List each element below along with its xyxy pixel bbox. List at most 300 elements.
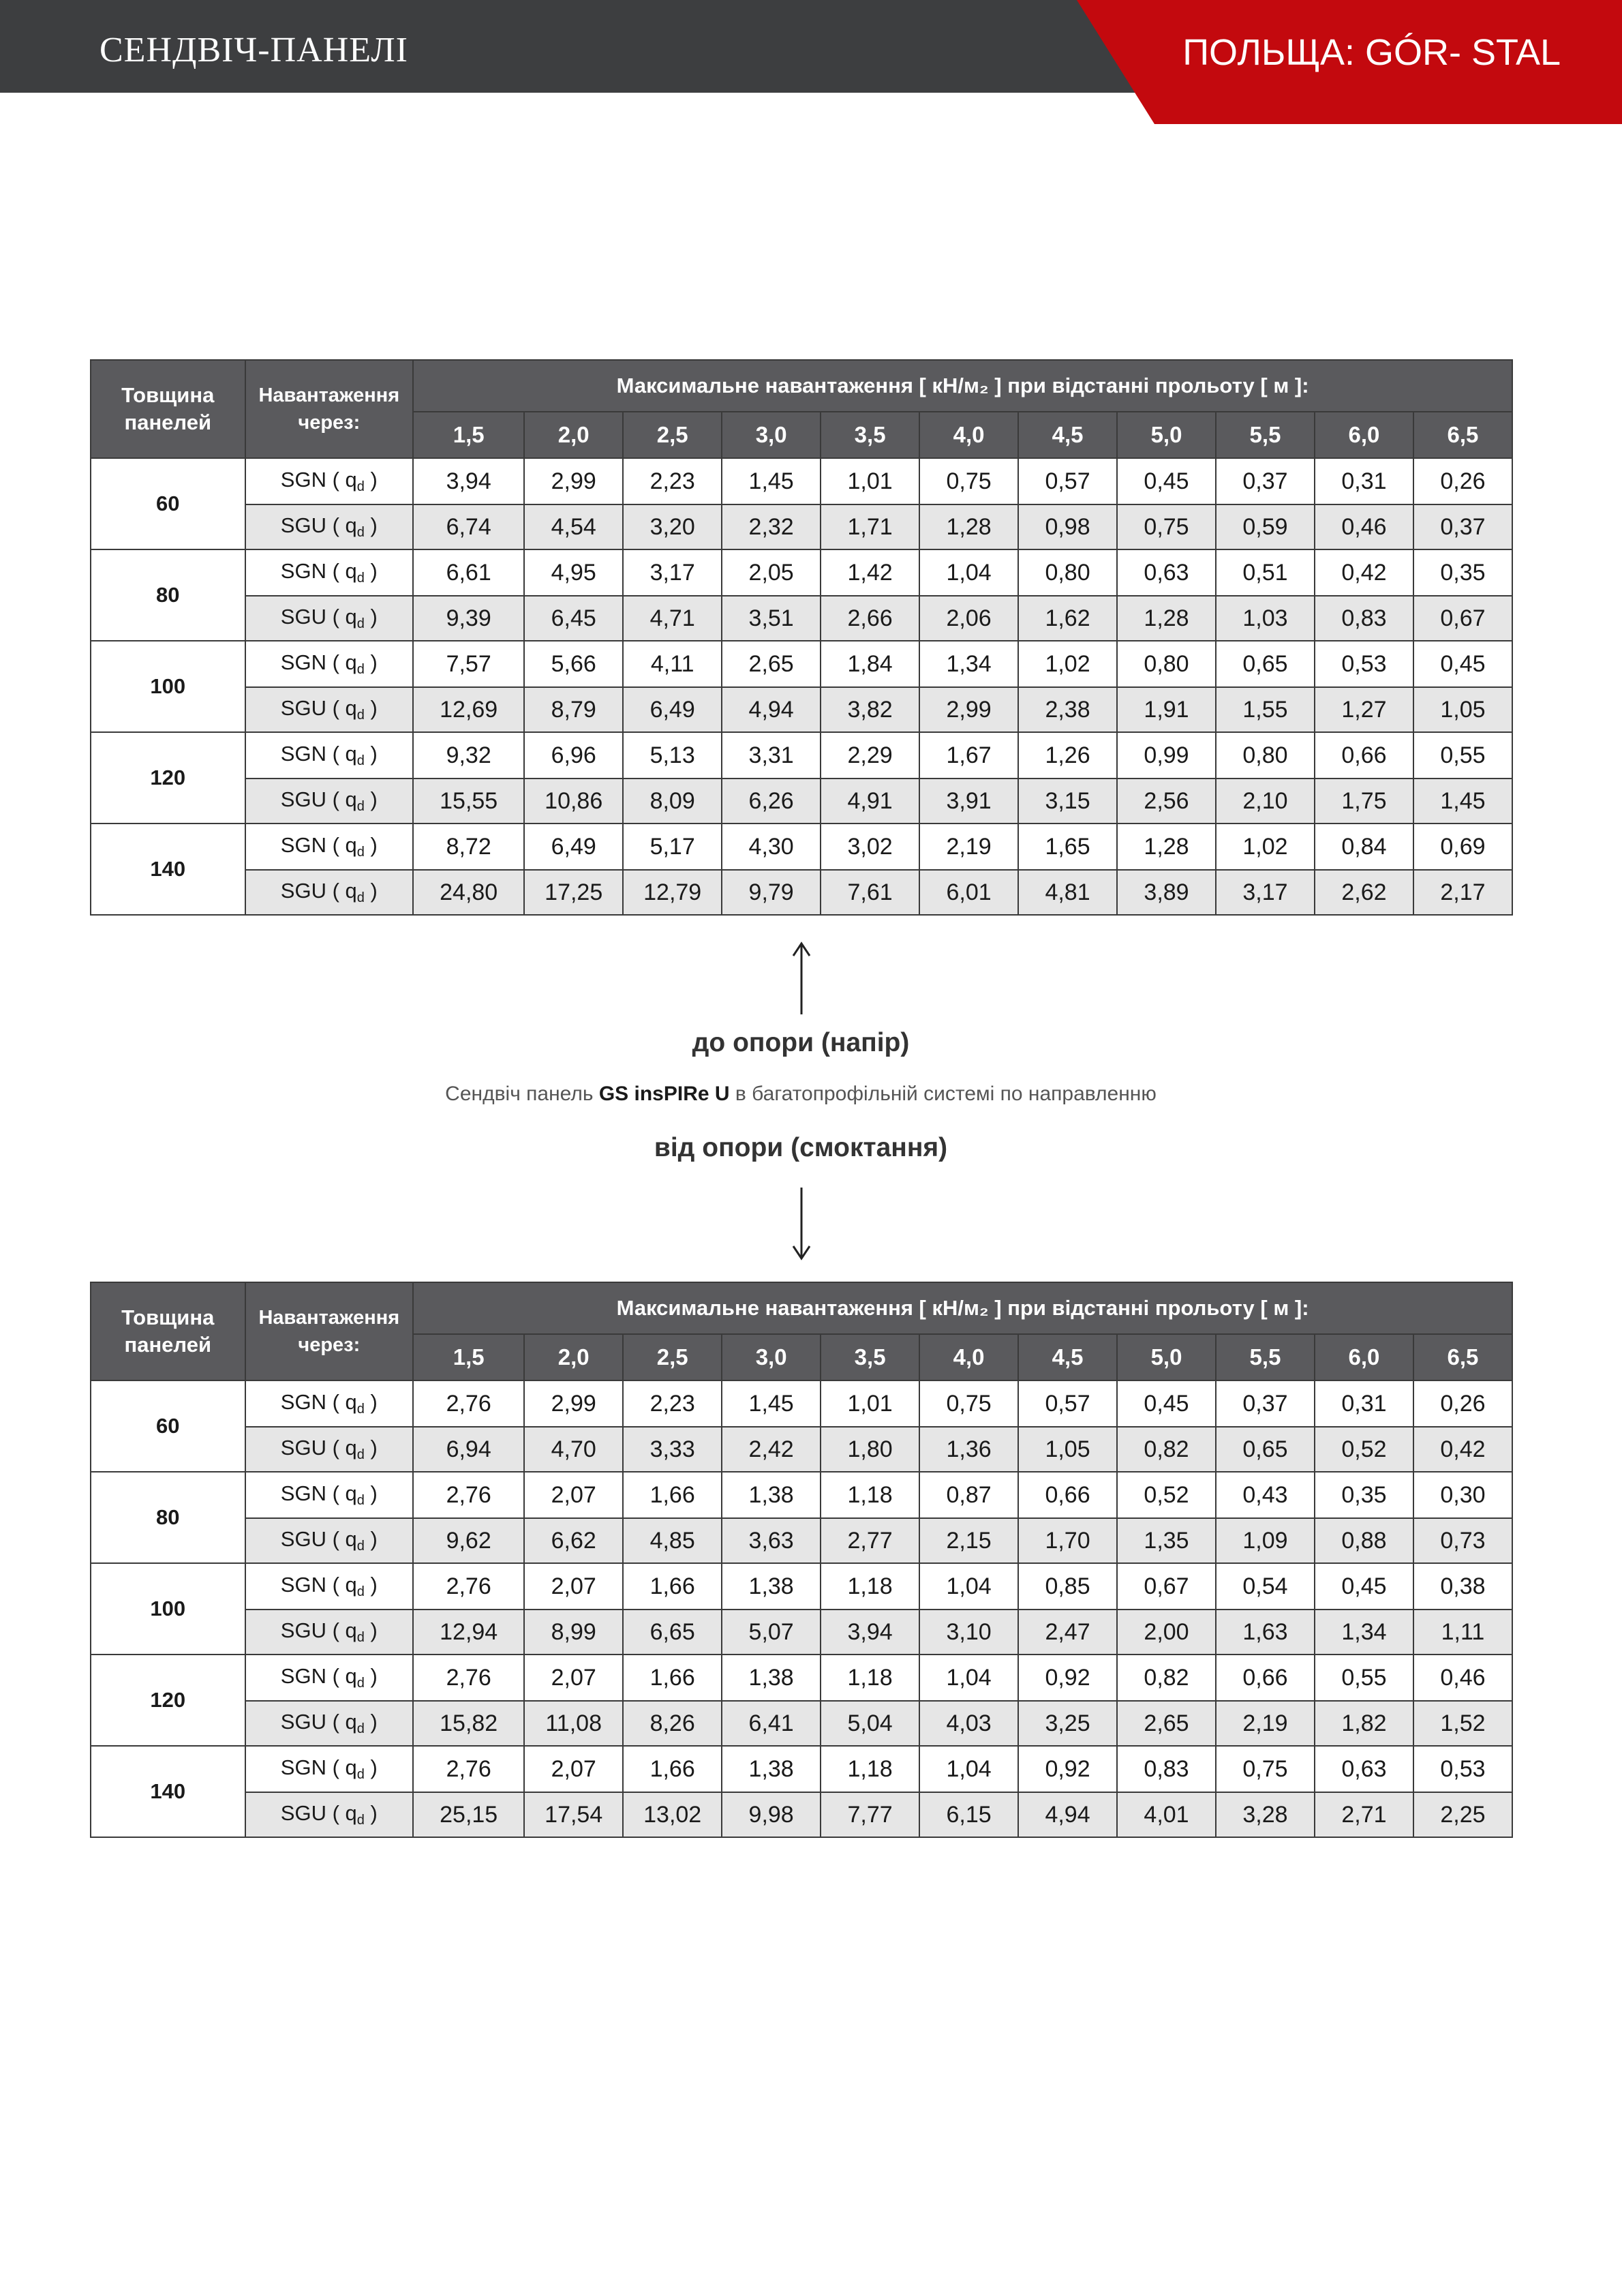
load-type-cell: SGU ( $q_d$ ) bbox=[245, 1518, 414, 1563]
span-header: 5,0 bbox=[1117, 412, 1216, 458]
load-type-cell: SGU ( $q_d$ ) bbox=[245, 1427, 414, 1472]
span-header: 6,0 bbox=[1315, 412, 1413, 458]
load-value-cell: 1,27 bbox=[1315, 687, 1413, 732]
load-value-cell: 0,66 bbox=[1216, 1655, 1315, 1701]
caption-suction: від опори (смоктання) bbox=[654, 1133, 948, 1162]
header-title: СЕНДВІЧ-ПАНЕЛІ bbox=[100, 31, 408, 70]
load-value-cell: 1,84 bbox=[821, 641, 919, 687]
load-value-cell: 0,75 bbox=[1216, 1746, 1315, 1792]
load-value-cell: 9,39 bbox=[413, 596, 524, 641]
load-value-cell: 1,34 bbox=[1315, 1610, 1413, 1655]
load-value-cell: 2,76 bbox=[413, 1655, 524, 1701]
load-type-cell: SGN ( $q_d$ ) bbox=[245, 1380, 414, 1427]
load-value-cell: 1,66 bbox=[623, 1472, 722, 1518]
load-value-cell: 6,49 bbox=[623, 687, 722, 732]
load-value-cell: 4,71 bbox=[623, 596, 722, 641]
load-value-cell: 2,19 bbox=[1216, 1701, 1315, 1746]
load-type-cell: SGN ( $q_d$ ) bbox=[245, 458, 414, 504]
span-header: 1,5 bbox=[413, 412, 524, 458]
load-value-cell: 8,99 bbox=[524, 1610, 623, 1655]
load-type-cell: SGU ( $q_d$ ) bbox=[245, 779, 414, 824]
load-value-cell: 0,87 bbox=[919, 1472, 1018, 1518]
span-header: 1,5 bbox=[413, 1334, 524, 1380]
load-value-cell: 1,18 bbox=[821, 1472, 919, 1518]
header-max-load: Максимальне навантаження [ кН/м₂ ] при відстанні прольоту [ м ]: bbox=[413, 360, 1512, 412]
load-value-cell: 8,09 bbox=[623, 779, 722, 824]
load-value-cell: 2,10 bbox=[1216, 779, 1315, 824]
load-value-cell: 10,86 bbox=[524, 779, 623, 824]
load-value-cell: 0,98 bbox=[1018, 504, 1117, 549]
load-value-cell: 1,36 bbox=[919, 1427, 1018, 1472]
load-value-cell: 11,08 bbox=[524, 1701, 623, 1746]
load-type-cell: SGN ( $q_d$ ) bbox=[245, 1563, 414, 1610]
load-value-cell: 4,95 bbox=[524, 549, 623, 596]
load-value-cell: 0,35 bbox=[1413, 549, 1512, 596]
load-value-cell: 5,13 bbox=[623, 732, 722, 779]
thickness-cell: 140 bbox=[91, 824, 245, 915]
header-brand: ПОЛЬЩА: GÓR- STAL bbox=[1182, 32, 1561, 73]
load-type-cell: SGU ( $q_d$ ) bbox=[245, 1701, 414, 1746]
load-value-cell: 0,45 bbox=[1315, 1563, 1413, 1610]
load-value-cell: 4,94 bbox=[722, 687, 821, 732]
load-type-cell: SGU ( $q_d$ ) bbox=[245, 504, 414, 549]
load-value-cell: 3,94 bbox=[821, 1610, 919, 1655]
table-row bbox=[91, 504, 1512, 549]
load-value-cell: 3,15 bbox=[1018, 779, 1117, 824]
load-value-cell: 0,82 bbox=[1117, 1427, 1216, 1472]
load-value-cell: 1,04 bbox=[919, 1655, 1018, 1701]
load-value-cell: 0,37 bbox=[1413, 504, 1512, 549]
load-value-cell: 13,02 bbox=[623, 1792, 722, 1837]
span-header: 5,5 bbox=[1216, 412, 1315, 458]
load-value-cell: 5,07 bbox=[722, 1610, 821, 1655]
load-value-cell: 6,65 bbox=[623, 1610, 722, 1655]
table-row bbox=[91, 1427, 1512, 1472]
load-value-cell: 3,20 bbox=[623, 504, 722, 549]
thickness-cell: 100 bbox=[91, 641, 245, 732]
load-value-cell: 0,73 bbox=[1413, 1518, 1512, 1563]
load-table-suction bbox=[90, 1282, 1513, 1838]
load-value-cell: 0,45 bbox=[1117, 1380, 1216, 1427]
page-header bbox=[0, 0, 1622, 124]
load-value-cell: 6,61 bbox=[413, 549, 524, 596]
load-type-cell: SGN ( $q_d$ ) bbox=[245, 1655, 414, 1701]
load-value-cell: 8,79 bbox=[524, 687, 623, 732]
table-row bbox=[91, 779, 1512, 824]
load-value-cell: 2,99 bbox=[524, 458, 623, 504]
arrow-up-icon bbox=[781, 941, 822, 1016]
load-value-cell: 0,80 bbox=[1216, 732, 1315, 779]
span-header: 3,5 bbox=[821, 412, 919, 458]
load-value-cell: 1,28 bbox=[1117, 596, 1216, 641]
load-value-cell: 1,38 bbox=[722, 1655, 821, 1701]
load-value-cell: 0,46 bbox=[1413, 1655, 1512, 1701]
table-row bbox=[91, 1746, 1512, 1792]
load-value-cell: 0,92 bbox=[1018, 1655, 1117, 1701]
load-value-cell: 1,35 bbox=[1117, 1518, 1216, 1563]
load-value-cell: 0,54 bbox=[1216, 1563, 1315, 1610]
load-value-cell: 2,07 bbox=[524, 1563, 623, 1610]
load-value-cell: 0,46 bbox=[1315, 504, 1413, 549]
load-value-cell: 0,85 bbox=[1018, 1563, 1117, 1610]
load-value-cell: 2,65 bbox=[1117, 1701, 1216, 1746]
span-header: 2,5 bbox=[623, 412, 722, 458]
header-max-load: Максимальне навантаження [ кН/м₂ ] при відстанні прольоту [ м ]: bbox=[413, 1282, 1512, 1334]
load-value-cell: 0,38 bbox=[1413, 1563, 1512, 1610]
load-value-cell: 8,26 bbox=[623, 1701, 722, 1746]
load-value-cell: 1,75 bbox=[1315, 779, 1413, 824]
load-value-cell: 3,91 bbox=[919, 779, 1018, 824]
load-type-cell: SGN ( $q_d$ ) bbox=[245, 549, 414, 596]
load-table-pressure bbox=[90, 359, 1513, 916]
product-name: GS insPIRe U bbox=[598, 1083, 730, 1105]
thickness-cell: 100 bbox=[91, 1563, 245, 1655]
load-value-cell: 2,99 bbox=[919, 687, 1018, 732]
load-value-cell: 1,82 bbox=[1315, 1701, 1413, 1746]
span-header: 6,5 bbox=[1413, 1334, 1512, 1380]
table-row bbox=[91, 1518, 1512, 1563]
load-value-cell: 2,62 bbox=[1315, 870, 1413, 915]
table-row bbox=[91, 1701, 1512, 1746]
load-type-cell: SGN ( $q_d$ ) bbox=[245, 1472, 414, 1518]
load-value-cell: 3,25 bbox=[1018, 1701, 1117, 1746]
load-value-cell: 6,45 bbox=[524, 596, 623, 641]
load-value-cell: 1,18 bbox=[821, 1563, 919, 1610]
load-value-cell: 0,37 bbox=[1216, 458, 1315, 504]
load-value-cell: 2,15 bbox=[919, 1518, 1018, 1563]
load-value-cell: 1,04 bbox=[919, 1563, 1018, 1610]
span-header: 3,0 bbox=[722, 1334, 821, 1380]
table-row bbox=[91, 870, 1512, 915]
table-row bbox=[91, 1563, 1512, 1610]
load-value-cell: 0,75 bbox=[919, 458, 1018, 504]
span-header: 4,0 bbox=[919, 412, 1018, 458]
load-value-cell: 0,57 bbox=[1018, 1380, 1117, 1427]
table-row bbox=[91, 1472, 1512, 1518]
load-value-cell: 0,42 bbox=[1413, 1427, 1512, 1472]
load-type-cell: SGN ( $q_d$ ) bbox=[245, 1746, 414, 1792]
load-value-cell: 6,62 bbox=[524, 1518, 623, 1563]
load-value-cell: 0,42 bbox=[1315, 549, 1413, 596]
span-header: 2,5 bbox=[623, 1334, 722, 1380]
load-value-cell: 0,43 bbox=[1216, 1472, 1315, 1518]
load-value-cell: 1,38 bbox=[722, 1472, 821, 1518]
load-value-cell: 2,76 bbox=[413, 1380, 524, 1427]
span-header: 5,5 bbox=[1216, 1334, 1315, 1380]
load-value-cell: 1,38 bbox=[722, 1746, 821, 1792]
load-value-cell: 12,69 bbox=[413, 687, 524, 732]
load-type-cell: SGU ( $q_d$ ) bbox=[245, 596, 414, 641]
load-value-cell: 0,67 bbox=[1117, 1563, 1216, 1610]
load-value-cell: 3,51 bbox=[722, 596, 821, 641]
thickness-cell: 60 bbox=[91, 1380, 245, 1472]
load-value-cell: 4,30 bbox=[722, 824, 821, 870]
load-value-cell: 0,55 bbox=[1315, 1655, 1413, 1701]
load-value-cell: 6,74 bbox=[413, 504, 524, 549]
thickness-cell: 60 bbox=[91, 458, 245, 549]
load-value-cell: 8,72 bbox=[413, 824, 524, 870]
load-value-cell: 2,23 bbox=[623, 458, 722, 504]
load-value-cell: 17,54 bbox=[524, 1792, 623, 1837]
load-value-cell: 1,66 bbox=[623, 1746, 722, 1792]
load-value-cell: 9,32 bbox=[413, 732, 524, 779]
load-value-cell: 0,26 bbox=[1413, 1380, 1512, 1427]
load-value-cell: 2,76 bbox=[413, 1563, 524, 1610]
load-value-cell: 9,62 bbox=[413, 1518, 524, 1563]
load-value-cell: 0,80 bbox=[1117, 641, 1216, 687]
load-value-cell: 2,76 bbox=[413, 1746, 524, 1792]
load-value-cell: 2,47 bbox=[1018, 1610, 1117, 1655]
span-header: 2,0 bbox=[524, 1334, 623, 1380]
load-value-cell: 1,05 bbox=[1018, 1427, 1117, 1472]
table-row bbox=[91, 1380, 1512, 1427]
load-value-cell: 0,52 bbox=[1315, 1427, 1413, 1472]
table-row bbox=[91, 1610, 1512, 1655]
load-value-cell: 6,01 bbox=[919, 870, 1018, 915]
load-value-cell: 0,45 bbox=[1117, 458, 1216, 504]
load-value-cell: 1,02 bbox=[1216, 824, 1315, 870]
load-value-cell: 7,77 bbox=[821, 1792, 919, 1837]
load-value-cell: 9,79 bbox=[722, 870, 821, 915]
load-value-cell: 1,45 bbox=[722, 458, 821, 504]
load-value-cell: 2,07 bbox=[524, 1472, 623, 1518]
table-row bbox=[91, 458, 1512, 504]
load-value-cell: 1,63 bbox=[1216, 1610, 1315, 1655]
load-value-cell: 1,28 bbox=[1117, 824, 1216, 870]
load-value-cell: 2,71 bbox=[1315, 1792, 1413, 1837]
load-value-cell: 4,11 bbox=[623, 641, 722, 687]
load-value-cell: 0,53 bbox=[1315, 641, 1413, 687]
thickness-cell: 80 bbox=[91, 1472, 245, 1563]
load-value-cell: 1,38 bbox=[722, 1563, 821, 1610]
load-value-cell: 4,85 bbox=[623, 1518, 722, 1563]
load-value-cell: 3,31 bbox=[722, 732, 821, 779]
load-value-cell: 3,63 bbox=[722, 1518, 821, 1563]
span-header: 3,5 bbox=[821, 1334, 919, 1380]
load-value-cell: 0,88 bbox=[1315, 1518, 1413, 1563]
load-value-cell: 3,17 bbox=[1216, 870, 1315, 915]
load-value-cell: 0,53 bbox=[1413, 1746, 1512, 1792]
header-load-via: Навантаження через: bbox=[245, 360, 414, 458]
load-value-cell: 0,80 bbox=[1018, 549, 1117, 596]
header-load-via: Навантаження через: bbox=[245, 1282, 414, 1380]
caption-pressure: до опори (напір) bbox=[692, 1028, 910, 1057]
load-value-cell: 1,67 bbox=[919, 732, 1018, 779]
thickness-cell: 140 bbox=[91, 1746, 245, 1837]
span-header: 3,0 bbox=[722, 412, 821, 458]
load-value-cell: 1,42 bbox=[821, 549, 919, 596]
load-value-cell: 0,66 bbox=[1018, 1472, 1117, 1518]
load-value-cell: 0,31 bbox=[1315, 458, 1413, 504]
load-value-cell: 4,70 bbox=[524, 1427, 623, 1472]
span-header: 6,0 bbox=[1315, 1334, 1413, 1380]
load-value-cell: 3,02 bbox=[821, 824, 919, 870]
load-value-cell: 1,52 bbox=[1413, 1701, 1512, 1746]
load-value-cell: 0,55 bbox=[1413, 732, 1512, 779]
load-value-cell: 3,28 bbox=[1216, 1792, 1315, 1837]
load-value-cell: 1,02 bbox=[1018, 641, 1117, 687]
load-value-cell: 0,99 bbox=[1117, 732, 1216, 779]
load-value-cell: 5,04 bbox=[821, 1701, 919, 1746]
load-value-cell: 3,10 bbox=[919, 1610, 1018, 1655]
load-value-cell: 4,94 bbox=[1018, 1792, 1117, 1837]
load-value-cell: 0,67 bbox=[1413, 596, 1512, 641]
load-value-cell: 1,65 bbox=[1018, 824, 1117, 870]
load-value-cell: 1,28 bbox=[919, 504, 1018, 549]
header-thickness: Товщина панелей bbox=[91, 1282, 245, 1380]
span-header: 6,5 bbox=[1413, 412, 1512, 458]
load-value-cell: 2,29 bbox=[821, 732, 919, 779]
load-value-cell: 1,91 bbox=[1117, 687, 1216, 732]
table-row bbox=[91, 1655, 1512, 1701]
load-value-cell: 1,66 bbox=[623, 1563, 722, 1610]
load-value-cell: 6,94 bbox=[413, 1427, 524, 1472]
load-value-cell: 2,99 bbox=[524, 1380, 623, 1427]
load-value-cell: 15,55 bbox=[413, 779, 524, 824]
load-value-cell: 6,26 bbox=[722, 779, 821, 824]
load-value-cell: 0,83 bbox=[1315, 596, 1413, 641]
load-value-cell: 2,77 bbox=[821, 1518, 919, 1563]
thickness-cell: 120 bbox=[91, 1655, 245, 1746]
load-value-cell: 0,84 bbox=[1315, 824, 1413, 870]
load-value-cell: 1,55 bbox=[1216, 687, 1315, 732]
load-value-cell: 0,31 bbox=[1315, 1380, 1413, 1427]
load-value-cell: 25,15 bbox=[413, 1792, 524, 1837]
load-value-cell: 1,45 bbox=[722, 1380, 821, 1427]
load-type-cell: SGN ( $q_d$ ) bbox=[245, 641, 414, 687]
table-row bbox=[91, 687, 1512, 732]
table-row bbox=[91, 732, 1512, 779]
load-value-cell: 1,04 bbox=[919, 549, 1018, 596]
load-value-cell: 6,49 bbox=[524, 824, 623, 870]
load-value-cell: 17,25 bbox=[524, 870, 623, 915]
load-value-cell: 6,41 bbox=[722, 1701, 821, 1746]
load-value-cell: 2,07 bbox=[524, 1746, 623, 1792]
load-value-cell: 3,82 bbox=[821, 687, 919, 732]
load-value-cell: 5,17 bbox=[623, 824, 722, 870]
table-row bbox=[91, 641, 1512, 687]
load-value-cell: 7,57 bbox=[413, 641, 524, 687]
load-value-cell: 4,01 bbox=[1117, 1792, 1216, 1837]
load-type-cell: SGN ( $q_d$ ) bbox=[245, 824, 414, 870]
load-value-cell: 2,25 bbox=[1413, 1792, 1512, 1837]
load-value-cell: 9,98 bbox=[722, 1792, 821, 1837]
load-value-cell: 0,75 bbox=[919, 1380, 1018, 1427]
load-value-cell: 2,00 bbox=[1117, 1610, 1216, 1655]
load-value-cell: 2,65 bbox=[722, 641, 821, 687]
thickness-cell: 80 bbox=[91, 549, 245, 641]
load-value-cell: 24,80 bbox=[413, 870, 524, 915]
load-value-cell: 1,71 bbox=[821, 504, 919, 549]
load-value-cell: 6,96 bbox=[524, 732, 623, 779]
load-value-cell: 1,03 bbox=[1216, 596, 1315, 641]
table-row bbox=[91, 596, 1512, 641]
load-value-cell: 2,56 bbox=[1117, 779, 1216, 824]
load-value-cell: 0,92 bbox=[1018, 1746, 1117, 1792]
load-value-cell: 6,15 bbox=[919, 1792, 1018, 1837]
load-value-cell: 1,62 bbox=[1018, 596, 1117, 641]
span-header: 4,5 bbox=[1018, 1334, 1117, 1380]
load-value-cell: 1,01 bbox=[821, 1380, 919, 1427]
load-value-cell: 2,05 bbox=[722, 549, 821, 596]
span-header: 2,0 bbox=[524, 412, 623, 458]
load-value-cell: 1,26 bbox=[1018, 732, 1117, 779]
load-value-cell: 4,81 bbox=[1018, 870, 1117, 915]
load-value-cell: 1,09 bbox=[1216, 1518, 1315, 1563]
header-thickness: Товщина панелей bbox=[91, 360, 245, 458]
thickness-cell: 120 bbox=[91, 732, 245, 824]
load-value-cell: 5,66 bbox=[524, 641, 623, 687]
load-value-cell: 0,82 bbox=[1117, 1655, 1216, 1701]
load-value-cell: 2,42 bbox=[722, 1427, 821, 1472]
table-row bbox=[91, 549, 1512, 596]
load-value-cell: 0,69 bbox=[1413, 824, 1512, 870]
load-type-cell: SGN ( $q_d$ ) bbox=[245, 732, 414, 779]
load-value-cell: 0,63 bbox=[1117, 549, 1216, 596]
load-value-cell: 0,37 bbox=[1216, 1380, 1315, 1427]
load-value-cell: 0,83 bbox=[1117, 1746, 1216, 1792]
load-value-cell: 0,45 bbox=[1413, 641, 1512, 687]
load-value-cell: 0,66 bbox=[1315, 732, 1413, 779]
load-value-cell: 3,89 bbox=[1117, 870, 1216, 915]
load-value-cell: 1,34 bbox=[919, 641, 1018, 687]
load-value-cell: 2,38 bbox=[1018, 687, 1117, 732]
load-value-cell: 0,30 bbox=[1413, 1472, 1512, 1518]
load-value-cell: 0,57 bbox=[1018, 458, 1117, 504]
load-value-cell: 0,65 bbox=[1216, 641, 1315, 687]
load-value-cell: 12,79 bbox=[623, 870, 722, 915]
load-value-cell: 1,18 bbox=[821, 1746, 919, 1792]
load-value-cell: 1,04 bbox=[919, 1746, 1018, 1792]
load-value-cell: 1,18 bbox=[821, 1655, 919, 1701]
load-value-cell: 0,63 bbox=[1315, 1746, 1413, 1792]
load-value-cell: 1,66 bbox=[623, 1655, 722, 1701]
load-value-cell: 2,19 bbox=[919, 824, 1018, 870]
load-value-cell: 1,01 bbox=[821, 458, 919, 504]
load-value-cell: 2,76 bbox=[413, 1472, 524, 1518]
load-value-cell: 1,11 bbox=[1413, 1610, 1512, 1655]
load-value-cell: 7,61 bbox=[821, 870, 919, 915]
load-value-cell: 0,51 bbox=[1216, 549, 1315, 596]
load-value-cell: 3,33 bbox=[623, 1427, 722, 1472]
load-value-cell: 2,32 bbox=[722, 504, 821, 549]
load-type-cell: SGU ( $q_d$ ) bbox=[245, 870, 414, 915]
load-type-cell: SGU ( $q_d$ ) bbox=[245, 1792, 414, 1837]
load-value-cell: 1,45 bbox=[1413, 779, 1512, 824]
span-header: 5,0 bbox=[1117, 1334, 1216, 1380]
load-value-cell: 2,07 bbox=[524, 1655, 623, 1701]
load-value-cell: 0,59 bbox=[1216, 504, 1315, 549]
load-type-cell: SGU ( $q_d$ ) bbox=[245, 687, 414, 732]
load-value-cell: 1,70 bbox=[1018, 1518, 1117, 1563]
load-value-cell: 3,94 bbox=[413, 458, 524, 504]
span-header: 4,5 bbox=[1018, 412, 1117, 458]
caption-description: Сендвіч панель GS insPIRe U в багатопрофільній системі по направленню bbox=[445, 1083, 1157, 1105]
load-value-cell: 4,03 bbox=[919, 1701, 1018, 1746]
load-value-cell: 0,65 bbox=[1216, 1427, 1315, 1472]
load-value-cell: 0,26 bbox=[1413, 458, 1512, 504]
load-value-cell: 3,17 bbox=[623, 549, 722, 596]
load-value-cell: 2,66 bbox=[821, 596, 919, 641]
load-value-cell: 1,05 bbox=[1413, 687, 1512, 732]
load-value-cell: 2,17 bbox=[1413, 870, 1512, 915]
arrow-down-icon bbox=[781, 1186, 822, 1261]
table-row bbox=[91, 1792, 1512, 1837]
load-value-cell: 2,06 bbox=[919, 596, 1018, 641]
load-value-cell: 2,23 bbox=[623, 1380, 722, 1427]
load-value-cell: 1,80 bbox=[821, 1427, 919, 1472]
load-value-cell: 12,94 bbox=[413, 1610, 524, 1655]
